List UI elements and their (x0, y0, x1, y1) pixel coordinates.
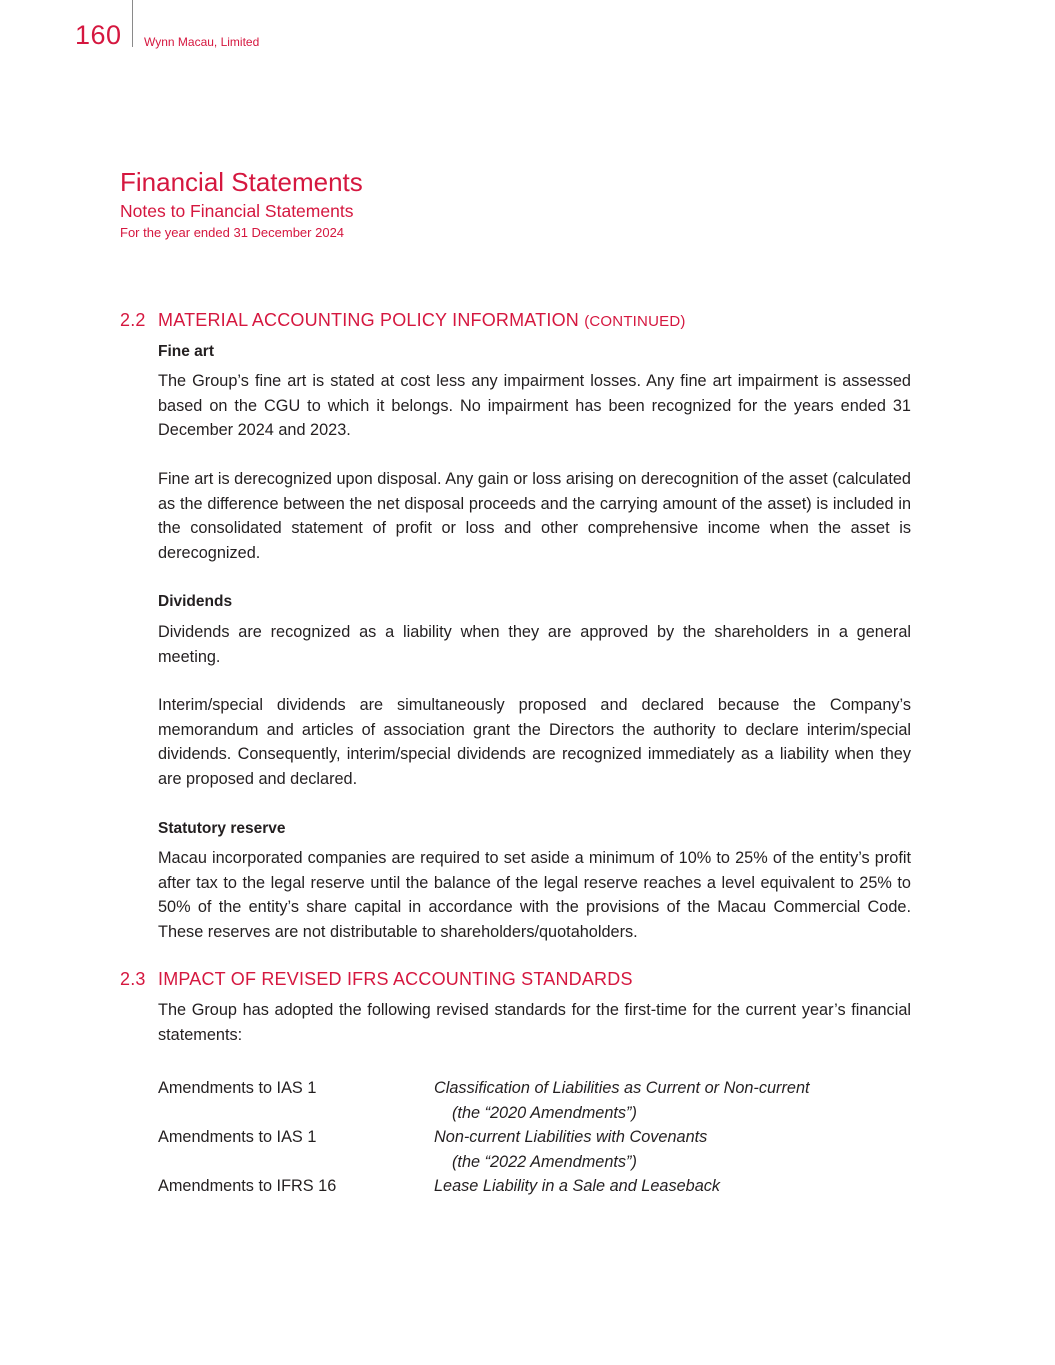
page-subtitle: Notes to Financial Statements (120, 201, 354, 221)
page-title: Financial Statements (120, 167, 363, 197)
section-2-3-heading (120, 969, 911, 990)
amendment-row (158, 1125, 911, 1174)
header-divider (132, 0, 133, 47)
amendment-description (434, 1125, 707, 1174)
company-name: Wynn Macau, Limited (144, 35, 260, 49)
fine-art-paragraph-1: The Group’s fine art is stated at cost less any impairment losses. Any fine art impairment is assessed based on the CGU to which it belongs. No impairment has been recognized for the years ended 31 December 2024 and 2023. (158, 372, 911, 439)
amendment-row (158, 1076, 911, 1125)
amendment-title: Lease Liability in a Sale and Leaseback (434, 1177, 721, 1195)
statutory-reserve-heading: Statutory reserve (158, 820, 286, 837)
section-number: 2.3 (120, 969, 146, 989)
fine-art-heading: Fine art (158, 343, 214, 360)
amendment-row (158, 1174, 911, 1199)
dividends-paragraph-2: Interim/special dividends are simultaneously proposed and declared because the Company’s memorandum and articles of association grant the Directors the authority to declare interim/special dividends. Consequently, interim/special dividends are recognized immediately as a liability when they are proposed and declared. (158, 696, 911, 788)
continued-label: (CONTINUED) (584, 313, 686, 330)
section-title: IMPACT OF REVISED IFRS ACCOUNTING STANDARDS (158, 969, 633, 989)
amendment-standard: Amendments to IFRS 16 (158, 1177, 337, 1195)
section-2-3-intro: The Group has adopted the following revised standards for the first-time for the current year’s financial statements: (158, 1001, 911, 1044)
title-block (120, 165, 363, 243)
dividends-heading: Dividends (158, 593, 233, 610)
amendment-description (434, 1174, 720, 1199)
amendment-standard: Amendments to IAS 1 (158, 1079, 317, 1097)
section-number: 2.2 (120, 310, 146, 330)
page-number: 160 (75, 20, 122, 50)
period-label: For the year ended 31 December 2024 (120, 225, 345, 240)
amendment-title: Non-current Liabilities with Covenants (434, 1128, 708, 1146)
fine-art-paragraph-2: Fine art is derecognized upon disposal. Any gain or loss arising on derecognition of the asset (calculated as the difference between the net disposal proceeds and the carrying amount of the asset) is included in the consolidated statement of profit or loss and other comprehensive income when the asset is derecognized. (158, 470, 911, 562)
section-2-2-heading (120, 310, 911, 331)
amendment-description (434, 1076, 810, 1125)
amendment-title: Classification of Liabilities as Current or Non-current (434, 1079, 810, 1097)
amendment-note: (the “2022 Amendments”) (452, 1152, 637, 1171)
amendment-note: (the “2020 Amendments”) (452, 1103, 637, 1122)
dividends-paragraph-1: Dividends are recognized as a liability when they are approved by the shareholders in a general meeting. (158, 623, 911, 666)
section-title: MATERIAL ACCOUNTING POLICY INFORMATION (158, 310, 579, 330)
statutory-reserve-paragraph: Macau incorporated companies are required to set aside a minimum of 10% to 25% of the entity’s profit after tax to the legal reserve until the balance of the legal reserve reaches a level equivalent to 25% to 50% of the entity’s share capital in accordance with the provisions of the Macau Commercial Code. These reserves are not distributable to shareholders/quotaholders. (158, 849, 911, 941)
amendments-list (158, 1076, 911, 1199)
amendment-standard: Amendments to IAS 1 (158, 1128, 317, 1146)
